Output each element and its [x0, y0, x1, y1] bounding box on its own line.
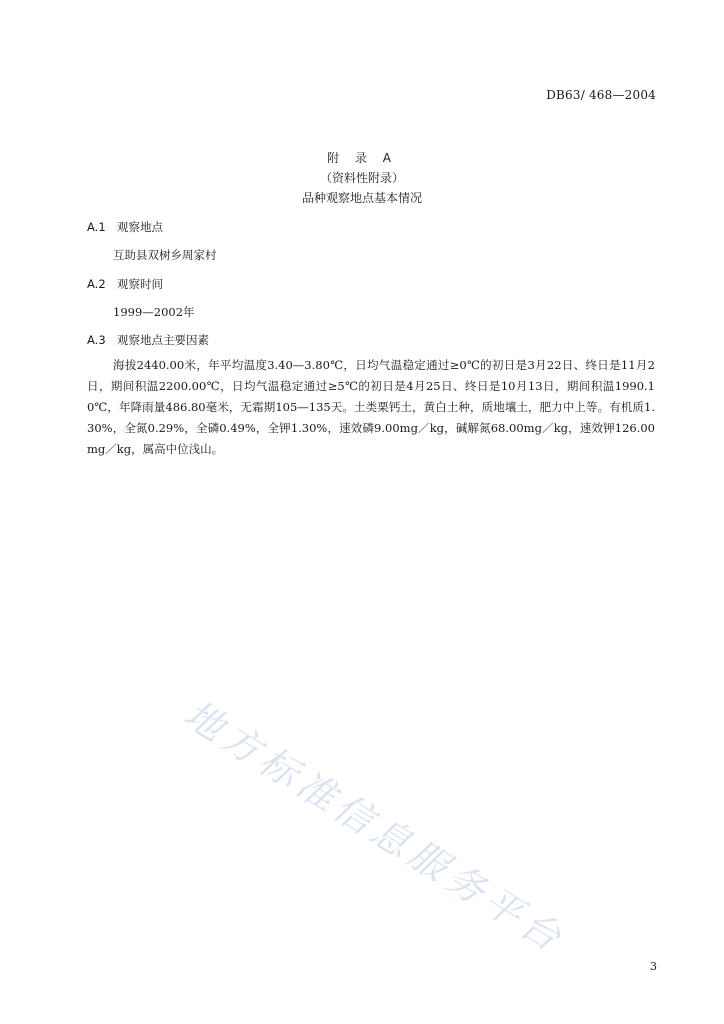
section-title: 观察地点主要因素 — [117, 333, 209, 347]
appendix-type: （资料性附录） — [319, 171, 404, 185]
section-title: 观察地点 — [117, 220, 163, 234]
section-a3-heading — [87, 332, 209, 348]
watermark-text: 地方标准信息服务平台 — [176, 691, 573, 963]
document-code: DB63/ 468—2004 — [546, 88, 656, 102]
page-number: 3 — [650, 960, 657, 973]
section-number: A.1 — [87, 220, 106, 234]
section-number: A.2 — [87, 277, 106, 291]
section-title: 观察时间 — [117, 277, 163, 291]
section-a2-body: 1999—2002年 — [113, 305, 195, 319]
appendix-title-block — [0, 148, 724, 208]
appendix-main-title: 品种观察地点基本情况 — [301, 191, 422, 205]
section-a1-body: 互助县双树乡周家村 — [113, 248, 217, 262]
appendix-label: 附 录 A — [327, 151, 397, 165]
section-number: A.3 — [87, 333, 106, 347]
section-a2-heading — [87, 276, 163, 292]
section-a1-heading — [87, 219, 163, 235]
section-a3-body: 海拔2440.00米，年平均温度3.40—3.80℃，日均气温稳定通过≥0℃的初日是3月22日、终日是11月2日，期间积温2200.00℃，日均气温稳定通过≥5℃的初日是4月25日、终日是10月13日，期间积温1990.10℃，年降雨量486.80毫米，无霜期105—135天。土类栗钙土，黄白土种，质地壤土，肥力中上等。有机质1.30%，全氮0.29%，全磷0.49%，全钾1.30%，速效磷9.00mg／kg，碱解氮68.00mg／kg，速效钾126.00mg／kg，属高中位浅山。 — [87, 358, 655, 456]
